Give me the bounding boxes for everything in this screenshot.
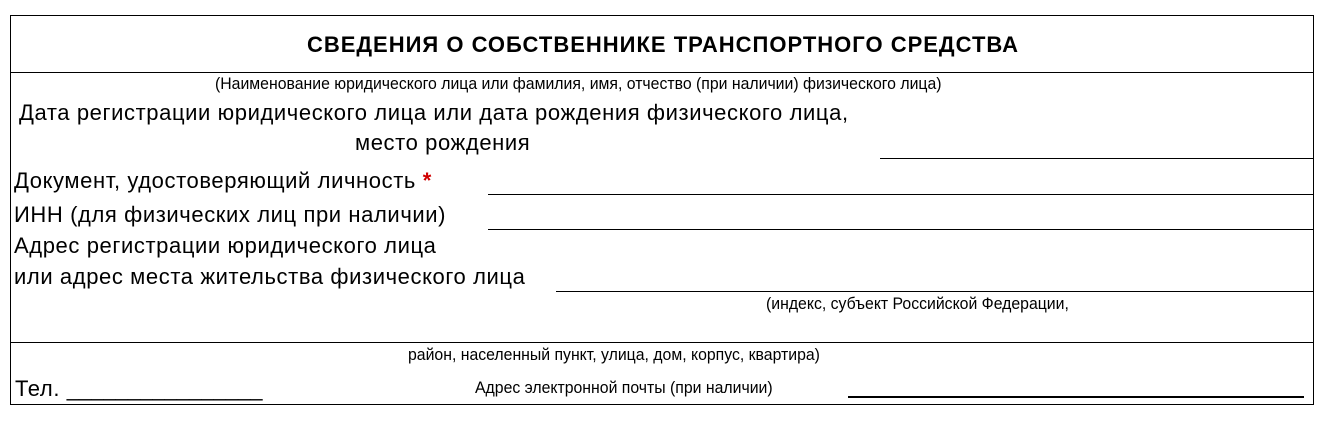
address-label-line1: Адрес регистрации юридического лица bbox=[14, 233, 437, 258]
address-caption-line1: (индекс, субъект Российской Федерации, bbox=[766, 294, 1069, 313]
birth-date-field-line[interactable] bbox=[880, 158, 1314, 159]
owner-name-caption: (Наименование юридического лица или фамилия, имя, отчество (при наличии) физического лица) bbox=[215, 74, 942, 93]
required-marker: * bbox=[422, 168, 432, 193]
address-label-line2: или адрес места жительства физического лица bbox=[14, 264, 526, 289]
address-caption-line2: район, населенный пункт, улица, дом, корпус, квартира) bbox=[408, 345, 820, 364]
inn-field-line[interactable] bbox=[488, 229, 1314, 230]
id-document-field-line[interactable] bbox=[488, 194, 1314, 195]
address-field-line[interactable] bbox=[556, 291, 1314, 292]
phone-label bbox=[15, 376, 263, 402]
owner-name-line[interactable] bbox=[11, 72, 1313, 73]
birth-label-line1: Дата регистрации юридического лица или дата рождения физического лица, bbox=[19, 100, 849, 125]
form-title: СВЕДЕНИЯ О СОБСТВЕННИКЕ ТРАНСПОРТНОГО СРЕДСТВА bbox=[306, 32, 1020, 57]
phone-label-text: Тел. bbox=[15, 376, 61, 401]
birth-label-line2: место рождения bbox=[355, 130, 531, 155]
inn-label: ИНН (для физических лиц при наличии) bbox=[14, 202, 447, 227]
email-field-line[interactable] bbox=[848, 396, 1304, 398]
address-second-line[interactable] bbox=[11, 342, 1313, 343]
id-document-label-text: Документ, удостоверяющий личность bbox=[14, 168, 416, 193]
email-label: Адрес электронной почты (при наличии) bbox=[475, 378, 773, 397]
phone-blank[interactable]: ________________ bbox=[66, 376, 263, 401]
id-document-label bbox=[14, 168, 432, 194]
owner-info-form bbox=[10, 15, 1314, 405]
